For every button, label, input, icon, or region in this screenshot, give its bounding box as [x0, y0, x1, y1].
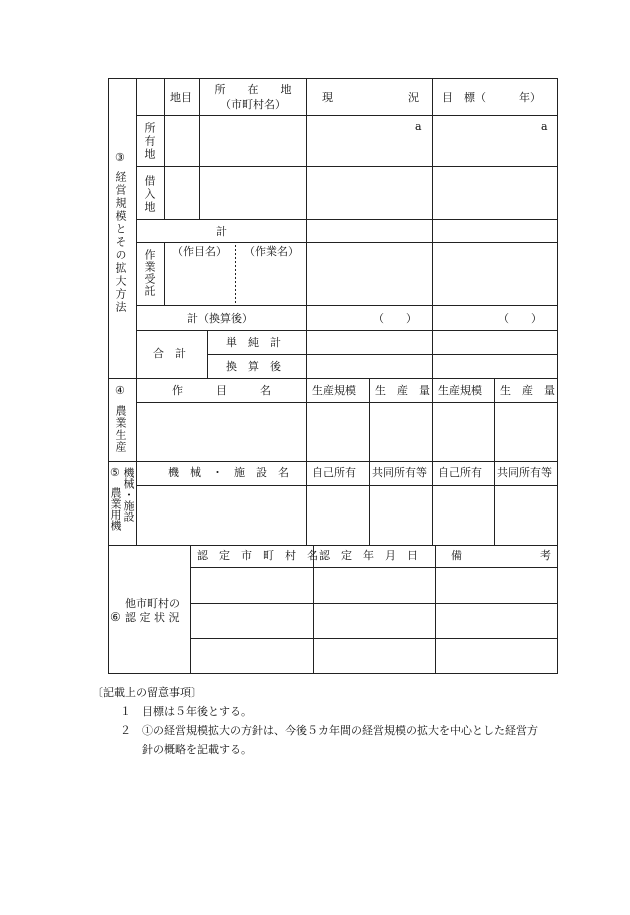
row-label-shakunyuchi: 借入地	[143, 175, 156, 214]
paren-mokuhyo: （ ）	[498, 312, 542, 325]
section6-number: ⑥	[110, 610, 121, 624]
notes-heading: 〔記載上の留意事項〕	[92, 686, 202, 699]
label-tanjunkei: 単 純 計	[226, 336, 281, 349]
section5-number: ⑤	[110, 466, 120, 479]
header-shozaichi: 所 在 地	[214, 83, 292, 96]
header-genkyo-right: 況	[408, 91, 419, 104]
row-label-goukei: 合 計	[153, 347, 186, 360]
section6-title-line2: 認 定 状 況	[125, 611, 180, 624]
section4-number: ④	[115, 384, 125, 397]
header-seisan-kibo-target: 生産規模	[438, 384, 482, 397]
section5-title-col2: 農業用機	[109, 487, 122, 531]
header-sakumokumei: 作 目 名	[172, 384, 271, 397]
header-genkyo-left: 現	[322, 91, 333, 104]
header-jiko-shoyu-target: 自己所有	[438, 466, 482, 479]
header-kyodo-shoyu-current: 共同所有等	[372, 466, 427, 479]
header-biko-right: 考	[540, 549, 551, 562]
header-kyodo-shoyu-target: 共同所有等	[497, 466, 552, 479]
header-jiko-shoyu-current: 自己所有	[312, 466, 356, 479]
header-nintei-nengappi: 認 定 年 月 日	[319, 549, 418, 562]
label-sakumokumei: （作目名）	[172, 245, 227, 258]
section6-title-line1: 他市町村の	[125, 597, 180, 610]
row-label-kei-kansango: 計（換算後）	[187, 312, 253, 325]
header-seisan-ryo-target: 生 産 量	[500, 384, 555, 397]
header-mokuhyo: 目 標（ 年）	[442, 91, 541, 104]
header-kikai-shisetsu: 機 械 ・ 施 設 名	[168, 466, 289, 479]
label-sagyomei: （作業名）	[244, 245, 299, 258]
header-shozaichi-sub: （市町村名）	[220, 98, 286, 111]
label-kansango: 換 算 後	[226, 360, 281, 373]
section5-title-col1: 機械・施設	[122, 467, 135, 522]
row-label-kei: 計	[216, 225, 227, 238]
row-label-shoyuchi: 所有地	[143, 122, 156, 161]
unit-are-mokuhyo: a	[541, 120, 548, 133]
notes-item-1: １ 目標は５年後とする。	[120, 705, 252, 718]
header-chimoku: 地目	[170, 91, 192, 104]
section3-title: 経営規模とその拡大方法	[114, 171, 127, 314]
paren-genkyo: （ ）	[373, 312, 417, 325]
notes-block	[92, 683, 538, 759]
header-seisan-kibo-current: 生産規模	[312, 384, 356, 397]
notes-item-2-cont: 針の概略を記載する。	[120, 743, 252, 756]
row-label-sagyo-jutaku: 作業受託	[143, 249, 156, 297]
unit-are-genkyo: a	[415, 120, 422, 133]
header-biko-left: 備	[451, 549, 462, 562]
section3-number: ③	[115, 151, 125, 164]
header-seisan-ryo-current: 生 産 量	[375, 384, 430, 397]
header-nintei-shichoson: 認 定 市 町 村 名	[197, 549, 318, 562]
section4-title: 農業生産	[114, 405, 127, 453]
notes-item-2: ２ ①の経営規模拡大の方針は、今後５カ年間の経営規模の拡大を中心とした経営方	[120, 724, 538, 737]
